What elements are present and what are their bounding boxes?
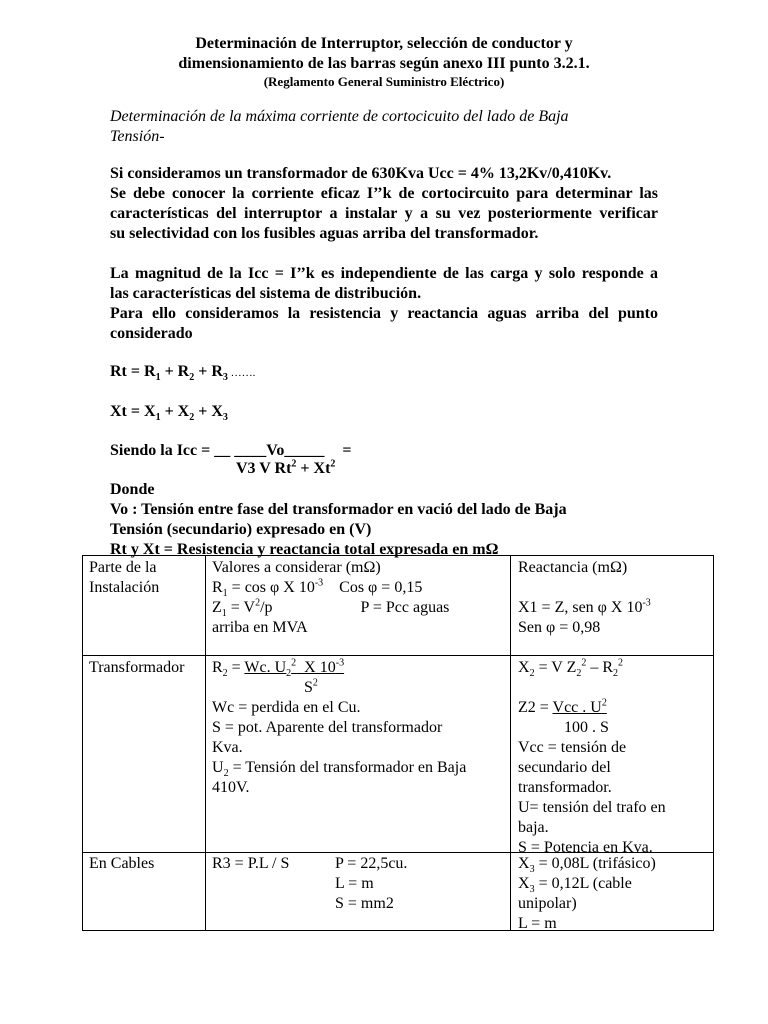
table-cell-reactance: $X_3 = 0,08L$ (trifásico) $X_3 = 0,12L$ (cable unipolar) L = m <box>518 855 656 932</box>
table-cell-part: En Cables <box>89 855 155 872</box>
paragraph-line: Para ello consideramos la resistencia y reactancia aguas arriba del punto <box>110 305 658 322</box>
table-cell-values: R3 = P.L / S <box>212 855 290 872</box>
section-heading-line-1: Determinación de la máxima corriente de cortocicuito del lado de Baja <box>110 108 569 125</box>
section-heading-line-2: Tensión- <box>110 128 165 145</box>
table-cell-values-params: P = 22,5cu. L = m S = mm2 <box>335 855 408 912</box>
table-cell-part: Parte de la Instalación <box>89 559 160 596</box>
subtitle: (Reglamento General Suministro Eléctrico) <box>263 74 505 89</box>
formula-rt: $Rt = R_1 + R_2 + R_3$ ……. <box>110 363 256 384</box>
table-column-divider <box>510 556 511 930</box>
table-cell-values: $R_2 = Wc$. $U_2^2$ X $10^{-3}$ $S^2$ Wc = perdida en el Cu. S = pot. Aparente del transformador Kva. $U_2$ = Tensión del transformador en Baja 410V. <box>212 657 467 796</box>
paragraph-line: su selectividad con los fusibles aguas arriba del transformador. <box>110 225 539 242</box>
table-cell-reactance: Reactancia (mΩ) X1 = Z, sen φ X $10^{-3}$ Sen φ = 0,98 <box>518 559 651 636</box>
formula-icc-denominator: V3 V $Rt^2 + Xt^2$ <box>236 458 336 477</box>
title-line-2: dimensionamiento de las barras según anexo III punto 3.2.1. <box>178 55 590 72</box>
table-row-divider <box>83 655 713 656</box>
table-cell-part: Transformador <box>89 659 185 676</box>
paragraph-line: La magnitud de la Icc = I’’k es independiente de las carga y solo responde a <box>110 265 658 282</box>
title-line-1: Determinación de Interruptor, selección de conductor y <box>195 35 573 52</box>
definition-rt-xt: Rt y Xt = Resistencia y reactancia total expresada en mΩ <box>110 541 499 558</box>
formula-xt: $Xt = X_1 + X_2 + X_3$ <box>110 403 228 424</box>
definition-vo-line-2: Tensión (secundario) expresado en (V) <box>110 521 372 538</box>
definitions-donde: Donde <box>110 481 155 498</box>
paragraph-line: las características del sistema de distribución. <box>110 285 422 302</box>
definition-vo-line-1: Vo : Tensión entre fase del transformador en vació del lado de Baja <box>110 501 567 518</box>
formula-icc-equals: = <box>342 442 352 459</box>
table-cell-reactance: $X_2 = V$ $Z_2^2 - R_2^2$ Z2 = Vcc . $U^2$ 100 . S Vcc = tensión de secundario del transformador. U= tensión del trafo en baja. S = Potencia en Kva. <box>518 657 666 856</box>
table-cell-values: Valores a considerar (mΩ) $R_1 = \cos \varphi$ X $10^{-3}$ Cos φ = 0,15 $Z_1 = V^2/p$ P = Pcc aguas arriba en MVA <box>212 559 450 636</box>
impedance-table <box>82 555 714 931</box>
paragraph-line: características del interruptor a instalar y a su vez posteriormente verificar <box>110 205 658 222</box>
document-header <box>0 34 768 90</box>
paragraph-line: Si consideramos un transformador de 630Kva Ucc = 4% 13,2Kv/0,410Kv. <box>110 165 612 182</box>
formula-icc-numerator: __ ____Vo_____ <box>214 442 329 459</box>
section-heading <box>110 107 658 147</box>
paragraph-line: considerado <box>110 325 193 342</box>
formula-icc-prefix: Siendo la Icc = <box>110 442 215 459</box>
formula-icc <box>110 441 351 461</box>
paragraph-transformer <box>110 164 658 244</box>
definitions <box>110 480 658 560</box>
paragraph-icc <box>110 264 658 344</box>
table-column-divider <box>205 556 206 930</box>
paragraph-line: Se debe conocer la corriente eficaz I’’k de cortocircuito para determinar las <box>110 185 658 202</box>
